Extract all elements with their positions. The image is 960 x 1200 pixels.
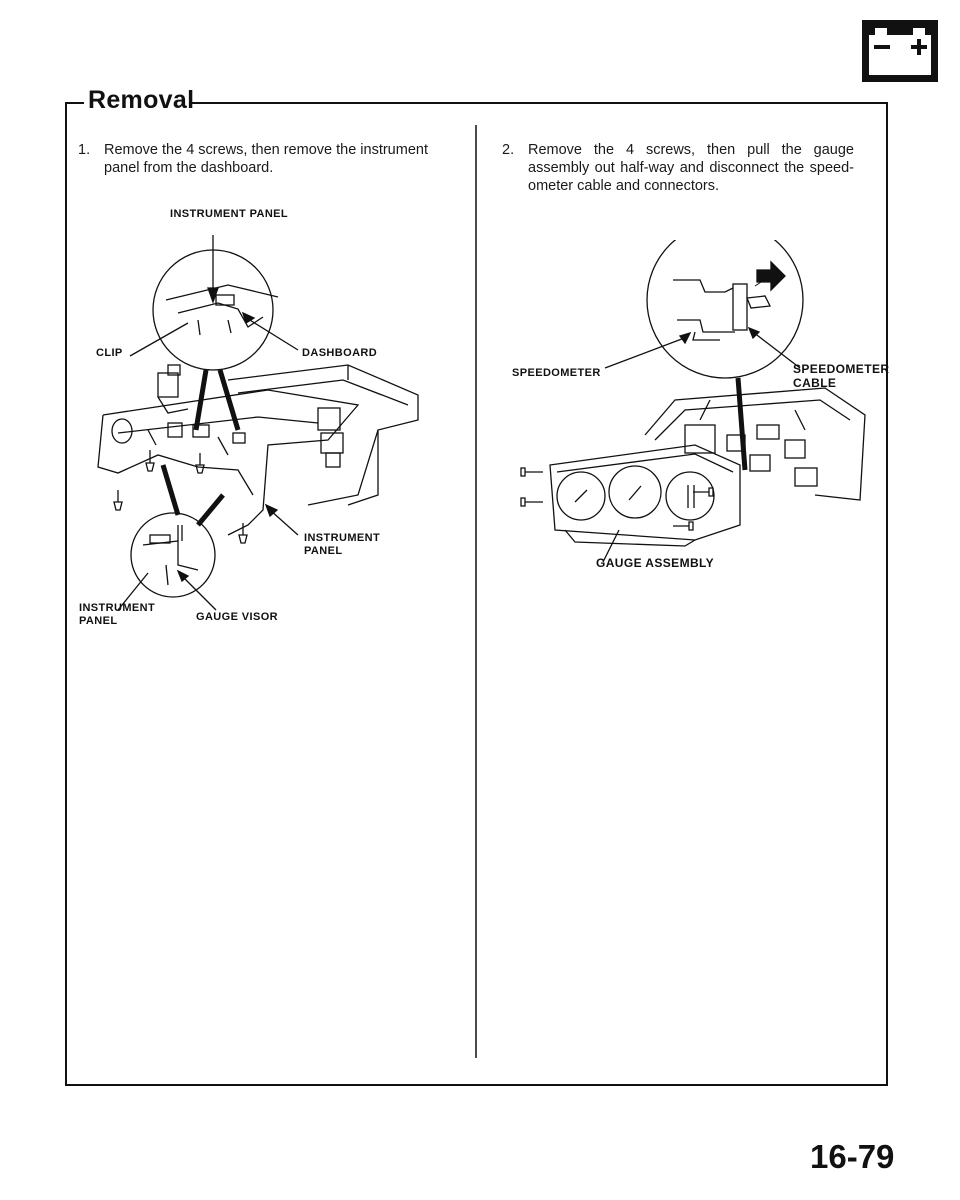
figure-gauge-assembly-removal (495, 240, 890, 580)
screws (114, 450, 247, 543)
section-title: Removal (88, 86, 195, 114)
screws (521, 468, 713, 530)
step-1 (78, 141, 450, 177)
speedometer-cable-label-line1: SPEEDOMETER (793, 362, 890, 376)
step-1-text: Remove the 4 screws, then remove the instrument panel from the dashboard. (104, 142, 428, 176)
speedometer-label: SPEEDOMETER (512, 367, 601, 379)
instrument-panel-label-right-line1: INSTRUMENT (304, 532, 381, 544)
step-2 (502, 141, 854, 195)
clip-label: CLIP (96, 347, 123, 359)
gauge-assembly-label: GAUGE ASSEMBLY (596, 556, 715, 570)
gauge-visor-label: GAUGE VISOR (196, 611, 279, 623)
gauge-assembly-illustration (495, 240, 890, 580)
step-1-number: 1. (78, 142, 91, 158)
speedometer-cable-label-line2: CABLE (793, 376, 837, 390)
figure-instrument-panel-removal (78, 205, 458, 635)
gauge-visor-detail-circle (131, 513, 215, 597)
instrument-panel-illustration (78, 205, 458, 635)
page-number: 16-79 (810, 1138, 895, 1175)
dashboard-label: DASHBOARD (302, 347, 378, 359)
speedometer-cable-detail-circle (647, 240, 803, 378)
gauge-assembly-housing (550, 445, 740, 540)
instrument-panel-label-bottom-line1: INSTRUMENT (79, 602, 156, 614)
step-2-number: 2. (502, 142, 515, 158)
instrument-panel-label-bottom-line2: PANEL (79, 615, 118, 627)
instrument-panel-label-top: INSTRUMENT PANEL (170, 208, 289, 220)
step-2-text: Remove the 4 screws, then pull the gauge assembly out half-way and disconnect the speed-ometer cable and connectors. (528, 142, 854, 194)
instrument-panel-label-right-line2: PANEL (304, 545, 343, 557)
